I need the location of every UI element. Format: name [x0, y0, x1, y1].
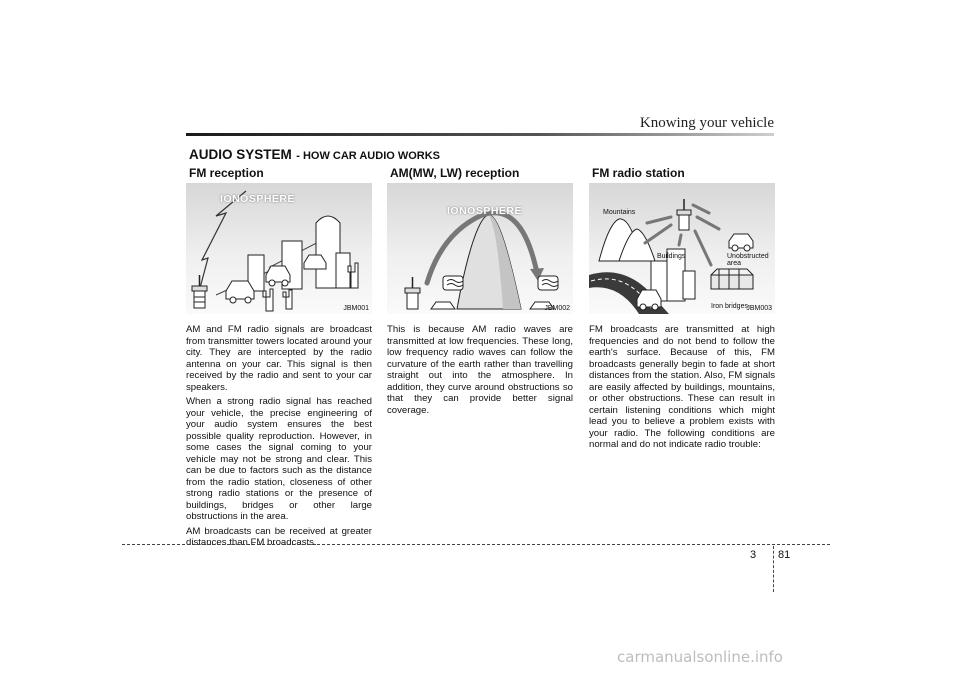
paragraph: AM broadcasts can be received at greater distances than FM broadcasts. [186, 525, 372, 548]
transmitter-tower-icon [677, 199, 691, 230]
iron-bridges-label: Iron bridges [711, 303, 748, 310]
ionosphere-label: IONOSPHERE [447, 205, 523, 217]
column-fm-reception [186, 165, 372, 552]
body-text [589, 324, 775, 451]
page-number: 81 [778, 549, 791, 561]
mountains-label: Mountains [603, 209, 636, 216]
chapter-title: Knowing your vehicle [639, 115, 774, 131]
iron-bridge-icon [711, 269, 753, 289]
body-text [387, 324, 573, 416]
page-chapter-number: 3 [750, 549, 757, 561]
transmitter-tower-icon [192, 275, 207, 308]
mountains-icon [599, 219, 655, 261]
unobstructed-car-icon [729, 234, 753, 251]
section-subtitle: - HOW CAR AUDIO WORKS [296, 150, 441, 162]
unobstructed-label: Unobstructed area [727, 253, 769, 267]
transmitter-tower-icon [405, 277, 420, 309]
figure-title: FM radio station [592, 166, 685, 180]
column-am-reception [387, 165, 573, 419]
figure-code: JBM003 [746, 305, 772, 312]
watermark: carmanualsonline.info [617, 648, 783, 666]
fm-reception-illustration [186, 183, 372, 314]
am-reception-drawing [387, 183, 573, 314]
paragraph: FM broadcasts are transmitted at high frequencies and do not bend to follow the earth's surface. Because of this, FM broadcasts generally begin to fade at short distances from the station. Also, FM signals are easily affected by buildings, mountains, or other obstructions. These can result in certain listening conditions which might lead you to believe a problem exists with your radio. The following conditions are normal and do not indicate radio trouble: [589, 324, 775, 450]
fm-station-drawing [589, 183, 775, 314]
body-text [186, 324, 372, 549]
figure-code: JBM001 [343, 305, 369, 312]
cars-icon [226, 255, 326, 303]
city-buildings-icon [248, 216, 350, 291]
am-reception-illustration [387, 183, 573, 314]
footer-rule [122, 544, 830, 545]
paragraph: When a strong radio signal has reached your vehicle, the precise engineering of your audio system ensures the best possible quality reproduction. However, in some cases the signal coming to your vehicle may not be strong and clear. This can be due to factors such as the distance from the radio station, closeness of other strong radio stations or the presence of buildings, bridges or other large obstructions in the area. [186, 396, 372, 522]
mountain-icon [457, 215, 521, 309]
buildings-label: Buildings [657, 253, 686, 260]
figure-code: JBM002 [544, 305, 570, 312]
column-fm-radio-station [589, 165, 775, 454]
figure-title: AM(MW, LW) reception [390, 166, 520, 180]
footer-divider [773, 546, 774, 592]
section-heading [189, 146, 440, 164]
header-rule [186, 133, 774, 136]
car-icon [637, 290, 661, 310]
section-title: AUDIO SYSTEM [189, 147, 292, 162]
paragraph: This is because AM radio waves are transmitted at low frequencies. These long, low frequency radio waves can follow the curvature of the earth rather than travelling straight out into the atmosphere. In addition, they curve around obstructions so that they can provide better signal coverage. [387, 324, 573, 416]
paragraph: AM and FM radio signals are broadcast from transmitter towers located around your city. They are intercepted by the radio antenna on your car. This signal is then received by the radio and sent to your car speakers. [186, 324, 372, 393]
figure-title: FM reception [189, 166, 264, 180]
fm-station-illustration [589, 183, 775, 314]
ionosphere-label: IONOSPHERE [220, 193, 296, 205]
